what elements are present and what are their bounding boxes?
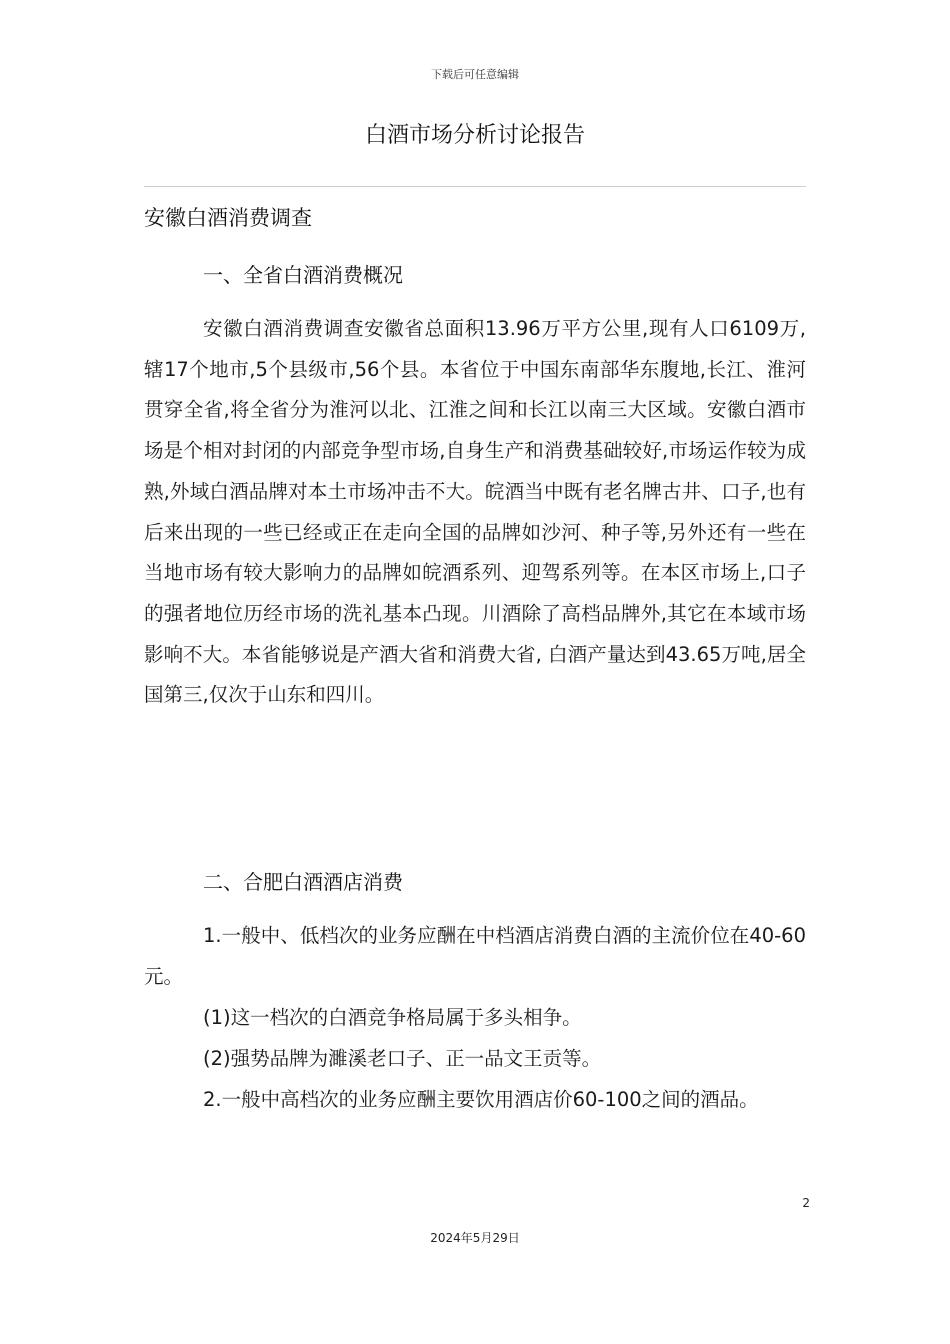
part2-item1: 1.一般中、低档次的业务应酬在中档酒店消费白酒的主流价位在40-60元。: [144, 924, 806, 988]
page-header-note: 下载后可任意编辑: [431, 68, 519, 81]
part2-item1-sub2: (2)强势品牌为濉溪老口子、正一品文王贡等。: [203, 1047, 602, 1070]
document-title: 白酒市场分析讨论报告: [364, 123, 585, 148]
part1-heading: 一、全省白酒消费概况: [203, 263, 403, 287]
page-footer-date: 2024年5月29日: [430, 1231, 520, 1245]
part2-item1-sub1: (1)这一档次的白酒竞争格局属于多头相争。: [203, 1006, 582, 1029]
part2-item2: 2.一般中高档次的业务应酬主要饮用酒店价60-100之间的酒品。: [203, 1088, 759, 1111]
page-number: 2: [802, 1196, 810, 1210]
part2-heading: 二、合肥白酒酒店消费: [203, 870, 403, 894]
title-divider: [144, 186, 806, 187]
part1-paragraph: 安徽白酒消费调查安徽省总面积13.96万平方公里,现有人口6109万,辖17个地市,5个县级市,56个县。本省位于中国东南部华东腹地,长江、淮河贯穿全省,将全省分为淮河以北、江淮之间和长江以南三大区域。安徽白酒市场是个相对封闭的内部竞争型市场,自身生产和消费基础较好,市场运作较为成熟,外域白酒品牌对本土市场冲击不大。皖酒当中既有老名牌古井、口子,也有后来出现的一些已经或正在走向全国的品牌如沙河、种子等,另外还有一些在当地市场有较大影响力的品牌如皖酒系列、迎驾系列等。在本区市场上,口子的强者地位历经市场的洗礼基本凸现。川酒除了高档品牌外,其它在本域市场影响不大。本省能够说是产酒大省和消费大省, 白酒产量达到43.65万吨,居全国第三,仅次于山东和四川。: [144, 317, 806, 707]
section-heading: 安徽白酒消费调查: [144, 206, 312, 230]
